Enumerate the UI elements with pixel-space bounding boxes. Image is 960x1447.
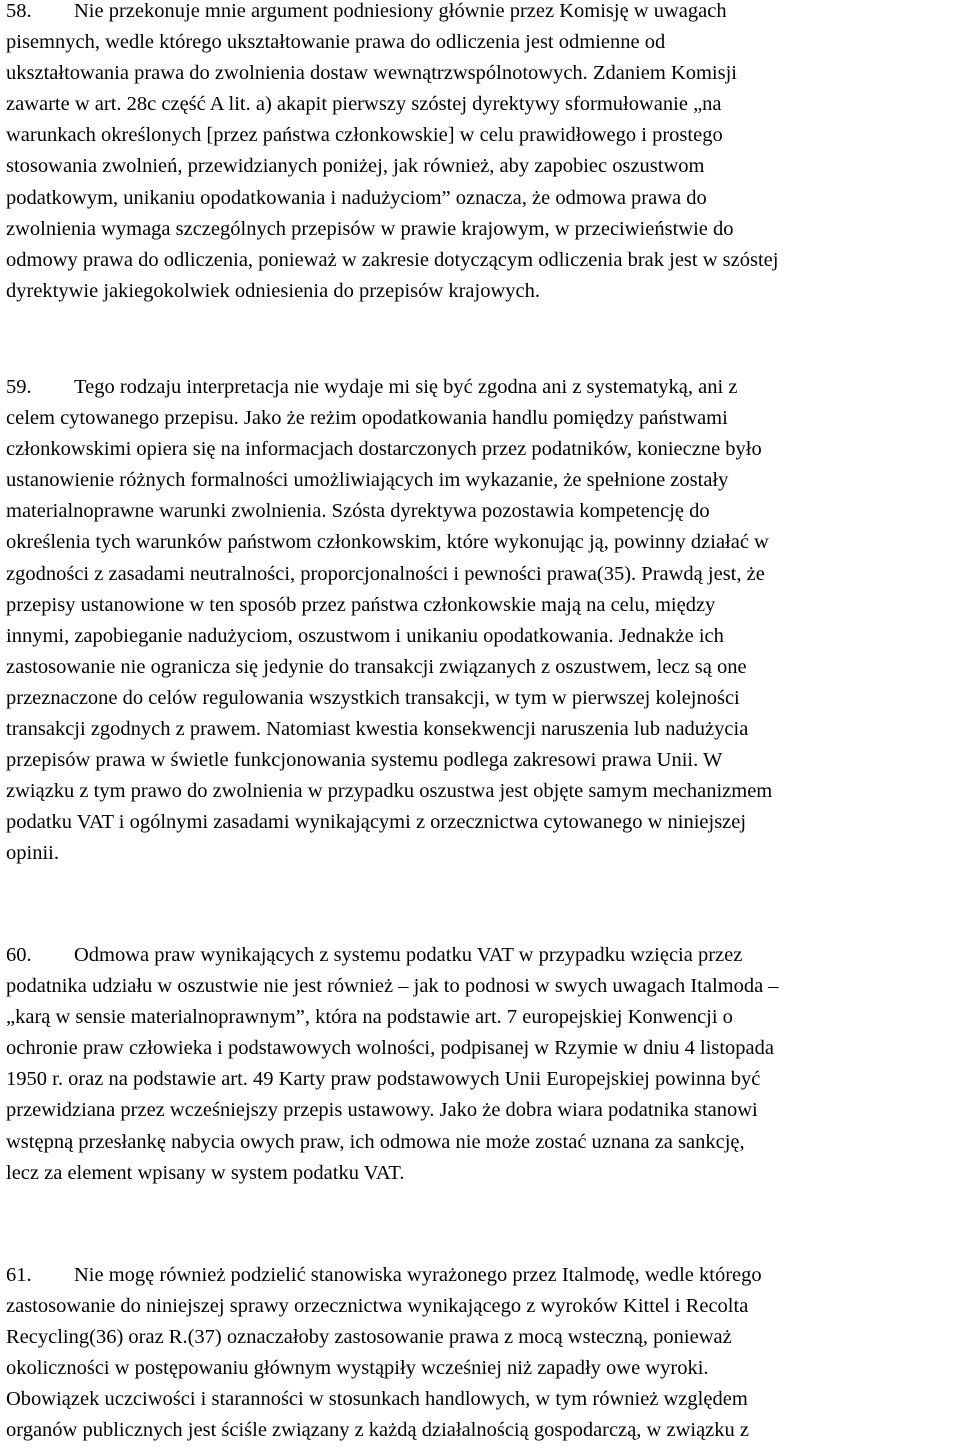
text-line: podatnika udziału w oszustwie nie jest również – jak to podnosi w swych uwagach Italmoda – (6, 975, 779, 998)
text-line: 1950 r. oraz na podstawie art. 49 Karty praw podstawowych Unii Europejskiej powinna być (6, 1068, 761, 1091)
text-line: materialnoprawne warunki zwolnienia. Szósta dyrektywa pozostawia kompetencję do (6, 500, 710, 523)
text-line: zastosowanie nie ogranicza się jedynie do transakcji związanych z oszustwem, lecz są one (6, 655, 747, 678)
text-line: przepisy ustanowione w ten sposób przez państwa członkowskie mają na celu, między (6, 593, 716, 616)
text-line: wstępną przesłankę nabycia owych praw, ich odmowa nie może zostać uznana za sankcję, (6, 1130, 745, 1153)
text-line: 59. Tego rodzaju interpretacja nie wydaje mi się być zgodna ani z systematyką, ani z (6, 372, 772, 403)
paragraph-number: 59. (6, 376, 32, 398)
paragraph-59 (6, 372, 772, 870)
paragraph-number: 61. (6, 1264, 32, 1286)
text-line: pisemnych, wedle którego ukształtowanie prawa do odliczenia jest odmienne od (6, 31, 666, 54)
text-line: podatkowym, unikaniu opodatkowania i nadużyciom” oznacza, że odmowa prawa do (6, 186, 707, 209)
text-line: ukształtowania prawa do zwolnienia dostaw wewnątrzwspólnotowych. Zdaniem Komisji (6, 62, 737, 85)
text-line: organów publicznych jest ściśle związany z każdą działalnością gospodarczą, w związku z (6, 1419, 750, 1442)
text-line: podatku VAT i ogólnymi zasadami wynikającymi z orzecznictwa cytowanego w niniejszej (6, 811, 747, 834)
text-line: opinii. (6, 842, 59, 865)
text-line: warunkach określonych [przez państwa członkowskie] w celu prawidłowego i prostego (6, 124, 723, 147)
text-line: zastosowanie do niniejszej sprawy orzecznictwa wynikającego z wyroków Kittel i Recolta (6, 1295, 749, 1318)
text-line: Recycling(36) oraz R.(37) oznaczałoby zastosowanie prawa z mocą wsteczną, ponieważ (6, 1326, 732, 1349)
text-line: transakcji zgodnych z prawem. Natomiast kwestia konsekwencji naruszenia lub nadużycia (6, 718, 749, 741)
text-line: 58. Nie przekonuje mnie argument podniesiony głównie przez Komisję w uwagach (6, 0, 778, 27)
text-line: określenia tych warunków państwom członkowskim, które wykonując ją, powinny działać w (6, 531, 769, 554)
text-line: ochronie praw człowieka i podstawowych wolności, podpisanej w Rzymie w dniu 4 listopada (6, 1037, 775, 1060)
text-line: członkowskimi opiera się na informacjach dostarczonych przez podatników, konieczne było (6, 438, 762, 461)
text-line: okoliczności w postępowaniu głównym wystąpiły wcześniej niż zapadły owe wyroki. (6, 1357, 709, 1380)
paragraph-60 (6, 940, 779, 1189)
text-line: stosowania zwolnień, przewidzianych poniżej, jak również, aby zapobiec oszustwom (6, 155, 705, 178)
text-line: przepisów prawa w świetle funkcjonowania systemu podlega zakresowi prawa Unii. W (6, 749, 723, 772)
text-line: celem cytowanego przepisu. Jako że reżim opodatkowania handlu pomiędzy państwami (6, 407, 728, 430)
text-line: Obowiązek uczciwości i staranności w stosunkach handlowych, w tym również względem (6, 1388, 748, 1411)
text-line: zgodności z zasadami neutralności, proporcjonalności i pewności prawa(35). Prawdą jest, że (6, 562, 765, 585)
text-line: związku z tym prawo do zwolnienia w przypadku oszustwa jest objęte samym mechanizmem (6, 780, 773, 803)
paragraph-61 (6, 1260, 762, 1447)
text-line: odmowy prawa do odliczenia, ponieważ w zakresie dotyczącym odliczenia brak jest w szóstej (6, 248, 779, 271)
text-line: 61. Nie mogę również podzielić stanowiska wyrażonego przez Italmodę, wedle którego (6, 1260, 762, 1291)
text-line: „karą w sensie materialnoprawnym”, która na podstawie art. 7 europejskiej Konwencji o (6, 1006, 733, 1029)
text-line: przeznaczone do celów regulowania wszystkich transakcji, w tym w pierwszej kolejności (6, 686, 740, 709)
text-line: przewidziana przez wcześniejszy przepis ustawowy. Jako że dobra wiara podatnika stanowi (6, 1099, 758, 1122)
text-line: ustanowienie różnych formalności umożliwiających im wykazanie, że spełnione zostały (6, 469, 729, 492)
text-line: 60. Odmowa praw wynikających z systemu podatku VAT w przypadku wzięcia przez (6, 940, 779, 971)
text-line: zwolnienia wymaga szczególnych przepisów w prawie krajowym, w przeciwieństwie do (6, 217, 734, 240)
paragraph-number: 58. (6, 0, 32, 22)
paragraph-58 (6, 0, 778, 307)
paragraph-number: 60. (6, 944, 32, 966)
text-line: innymi, zapobieganie nadużyciom, oszustwom i unikaniu opodatkowania. Jednakże ich (6, 624, 724, 647)
text-line: lecz za element wpisany w system podatku VAT. (6, 1161, 405, 1184)
text-line: dyrektywie jakiegokolwiek odniesienia do przepisów krajowych. (6, 279, 540, 302)
text-line: zawarte w art. 28c część A lit. a) akapit pierwszy szóstej dyrektywy sformułowanie „na (6, 93, 722, 116)
